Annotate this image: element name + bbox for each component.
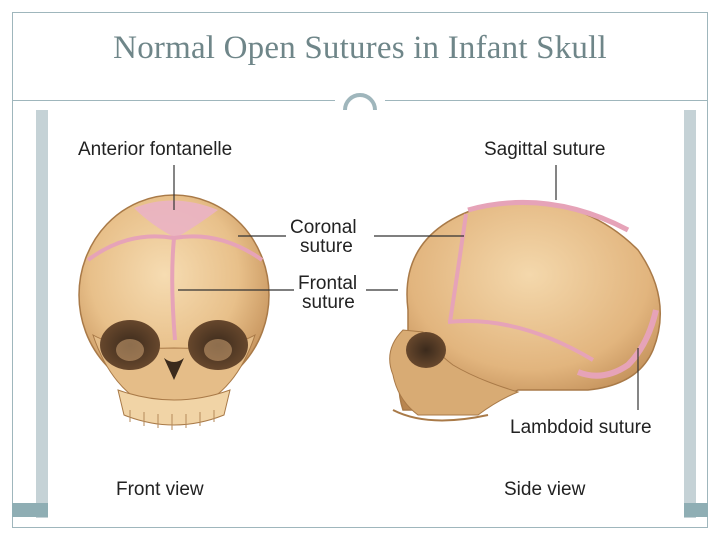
title-rule-right	[385, 100, 708, 101]
side-panel-left	[36, 110, 48, 518]
side-skull	[390, 202, 661, 420]
label-side-view: Side view	[504, 479, 586, 500]
skull-illustration	[48, 110, 684, 518]
label-lambdoid-suture: Lambdoid suture	[510, 417, 652, 438]
title-rule-left	[12, 100, 335, 101]
label-sagittal-suture: Sagittal suture	[484, 139, 606, 160]
skull-figure	[48, 110, 684, 518]
front-skull	[79, 195, 269, 430]
side-panel-right	[684, 110, 696, 518]
label-coronal-suture-line1: Coronal	[290, 217, 357, 238]
slide-title: Normal Open Sutures in Infant Skull	[113, 30, 607, 66]
label-frontal-suture-line1: Frontal	[298, 273, 358, 294]
label-coronal-suture-line2: suture	[300, 236, 353, 257]
label-frontal-suture-line2: suture	[302, 292, 355, 313]
label-front-view: Front view	[116, 479, 204, 500]
label-anterior-fontanelle: Anterior fontanelle	[78, 139, 233, 160]
